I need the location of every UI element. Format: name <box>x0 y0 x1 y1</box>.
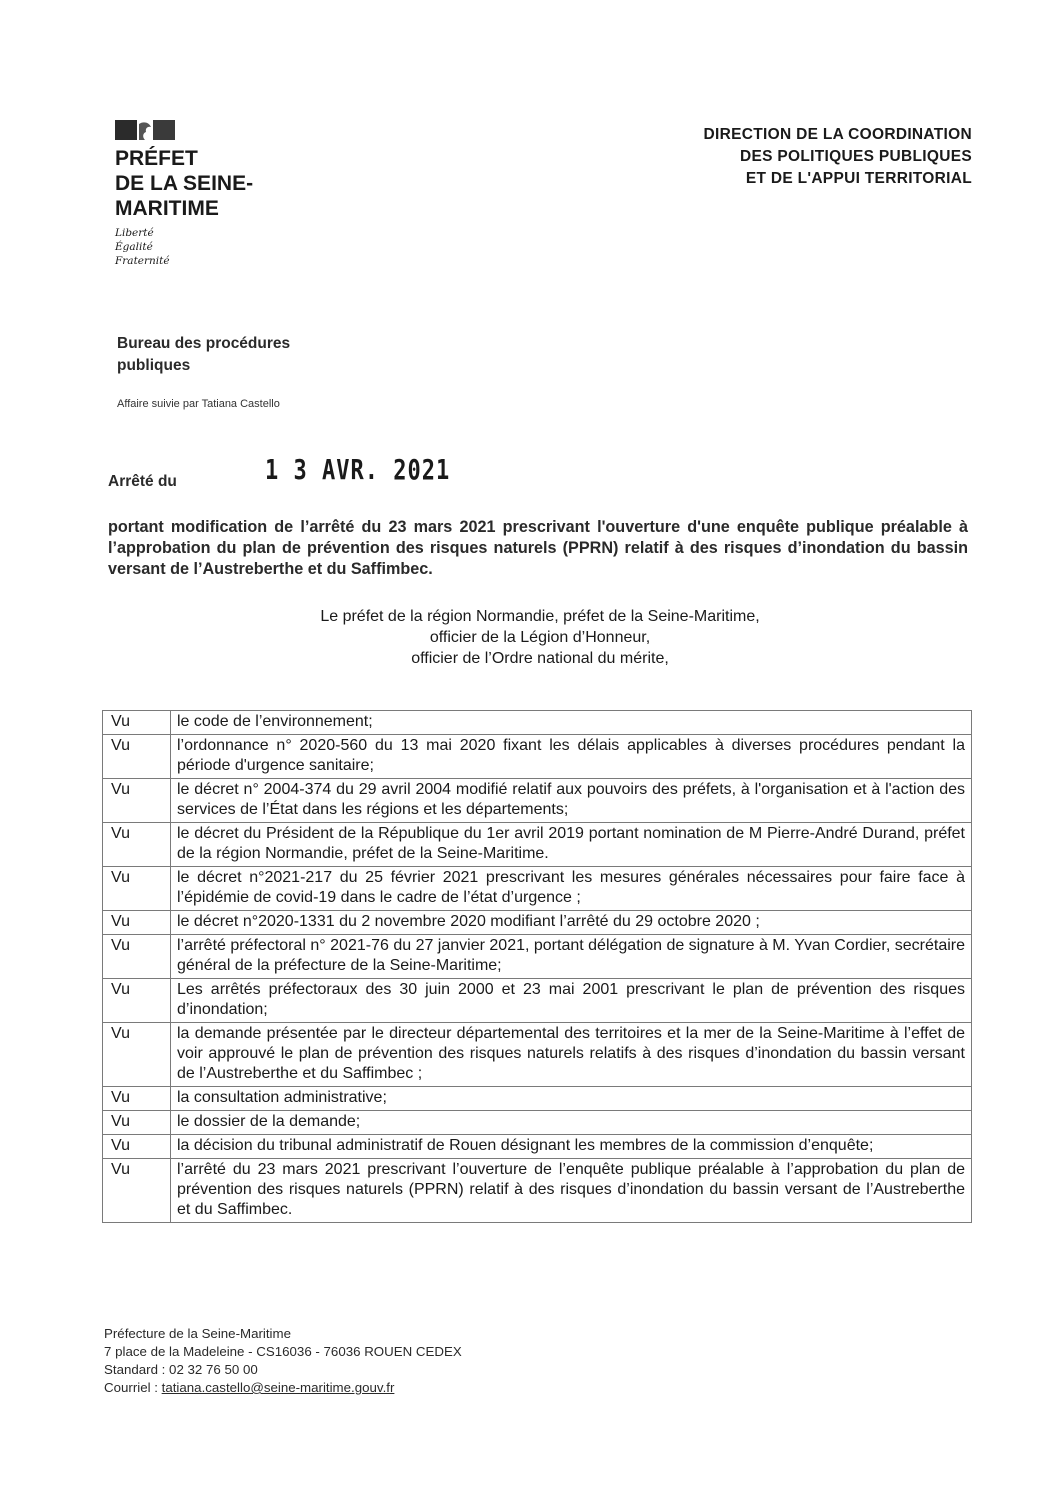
visa-text: le décret n° 2004-374 du 29 avril 2004 modifié relatif aux pouvoirs des préfets, à l'organisation et à l'action des services de l’État dans les régions et les départements; <box>171 779 972 823</box>
visa-text: le décret du Président de la République du 1er avril 2019 portant nomination de M Pierre-André Durand, préfet de la région Normandie, préfet de la Seine-Maritime. <box>171 823 972 867</box>
arrete-label: Arrêté du <box>108 473 177 490</box>
visa-vu: Vu <box>103 1135 171 1159</box>
intro-line: Le préfet de la région Normandie, préfet de la Seine-Maritime, <box>320 608 760 625</box>
motto-line: Fraternité <box>115 255 170 267</box>
visa-vu: Vu <box>103 979 171 1023</box>
arrete-objet: portant modification de l’arrêté du 23 mars 2021 prescrivant l'ouverture d'une enquête publique préalable à l’approbation du plan de prévention des risques naturels (PPRN) relatif à des risques d’inondation du bassin versant de l’Austreberthe et du Saffimbec. <box>108 518 968 578</box>
intro-line: officier de la Légion d’Honneur, <box>429 629 651 646</box>
visa-vu: Vu <box>103 711 171 735</box>
footer-name: Préfecture de la Seine-Maritime <box>104 1326 291 1341</box>
visa-vu: Vu <box>103 1023 171 1087</box>
footer-address <box>104 1325 462 1397</box>
visa-row <box>103 711 972 735</box>
prefet-line: MARITIME <box>115 197 219 220</box>
visa-row <box>103 823 972 867</box>
visa-row <box>103 735 972 779</box>
bureau-name <box>117 333 290 377</box>
visa-row <box>103 779 972 823</box>
visa-vu: Vu <box>103 823 171 867</box>
motto-line: Liberté <box>115 227 154 239</box>
intro-line: officier de l’Ordre national du mérite, <box>411 650 669 667</box>
date-stamp: 1 3 AVR. 2021 <box>265 455 451 487</box>
visa-vu: Vu <box>103 911 171 935</box>
visa-text: la décision du tribunal administratif de Rouen désignant les membres de la commission d’enquête; <box>171 1135 972 1159</box>
direction-line: DIRECTION DE LA COORDINATION <box>703 126 972 143</box>
visas-table <box>102 710 972 1223</box>
visa-text: Les arrêtés préfectoraux des 30 juin 2000 et 23 mai 2001 prescrivant le plan de prévention des risques d’inondation; <box>171 979 972 1023</box>
visa-row <box>103 979 972 1023</box>
visa-vu: Vu <box>103 1087 171 1111</box>
prefet-title <box>115 146 253 221</box>
visa-row <box>103 1111 972 1135</box>
direction-line: ET DE L'APPUI TERRITORIAL <box>745 170 972 187</box>
visa-row <box>103 1087 972 1111</box>
visa-text: l’ordonnance n° 2020-560 du 13 mai 2020 fixant les délais applicables à diverses procédures pendant la période d'urgence sanitaire; <box>171 735 972 779</box>
visa-vu: Vu <box>103 735 171 779</box>
visa-text: le code de l’environnement; <box>171 711 972 735</box>
footer-courriel <box>104 1379 462 1397</box>
visa-text: la consultation administrative; <box>171 1087 972 1111</box>
courriel-label: Courriel : <box>104 1380 162 1395</box>
visa-vu: Vu <box>103 779 171 823</box>
prefet-line: PRÉFET <box>115 147 198 170</box>
prefet-intro <box>240 606 840 669</box>
visa-vu: Vu <box>103 1111 171 1135</box>
email-link[interactable]: tatiana.castello@seine-maritime.gouv.fr <box>161 1380 395 1395</box>
visa-vu: Vu <box>103 867 171 911</box>
visa-text: l’arrêté préfectoral n° 2021-76 du 27 janvier 2021, portant délégation de signature à M. Yvan Cordier, secrétaire général de la préfecture de la Seine-Maritime; <box>171 935 972 979</box>
visa-text: l’arrêté du 23 mars 2021 prescrivant l’ouverture de l’enquête publique préalable à l’approbation du plan de prévention des risques naturels (PPRN) relatif à des risques d’inondation du bassin versant de l’Austreberthe et du Saffimbec. <box>171 1159 972 1223</box>
bureau-line: publiques <box>117 357 191 374</box>
visa-row <box>103 935 972 979</box>
visa-text: la demande présentée par le directeur départemental des territoires et la mer de la Seine-Maritime à l’effet de voir approuvé le plan de prévention des risques naturels relatifs à des risques d’inondation du bassin versant de l’Austreberthe et du Saffimbec ; <box>171 1023 972 1087</box>
footer-standard: Standard : 02 32 76 50 00 <box>104 1362 258 1377</box>
visa-text: le décret n°2021-217 du 25 février 2021 prescrivant les mesures générales nécessaires pour faire face à l’épidémie de covid-19 dans le cadre de l’état d’urgence ; <box>171 867 972 911</box>
visa-row <box>103 1135 972 1159</box>
affaire-suivie: Affaire suivie par Tatiana Castello <box>117 398 280 410</box>
prefet-line: DE LA SEINE- <box>115 172 254 195</box>
visa-row <box>103 867 972 911</box>
visa-text: le décret n°2020-1331 du 2 novembre 2020 modifiant l’arrêté du 29 octobre 2020 ; <box>171 911 972 935</box>
visa-vu: Vu <box>103 935 171 979</box>
bureau-line: Bureau des procédures <box>117 335 291 352</box>
visa-row <box>103 1023 972 1087</box>
visa-text: le dossier de la demande; <box>171 1111 972 1135</box>
motto-line: Égalité <box>115 241 153 253</box>
direction-heading <box>704 124 972 190</box>
footer-address-line: 7 place de la Madeleine - CS16036 - 76036 ROUEN CEDEX <box>104 1344 462 1359</box>
visa-row <box>103 911 972 935</box>
visa-vu: Vu <box>103 1159 171 1223</box>
visa-row <box>103 1159 972 1223</box>
republic-motto <box>115 226 170 268</box>
direction-line: DES POLITIQUES PUBLIQUES <box>740 148 972 165</box>
marianne-logo-icon <box>115 118 175 140</box>
